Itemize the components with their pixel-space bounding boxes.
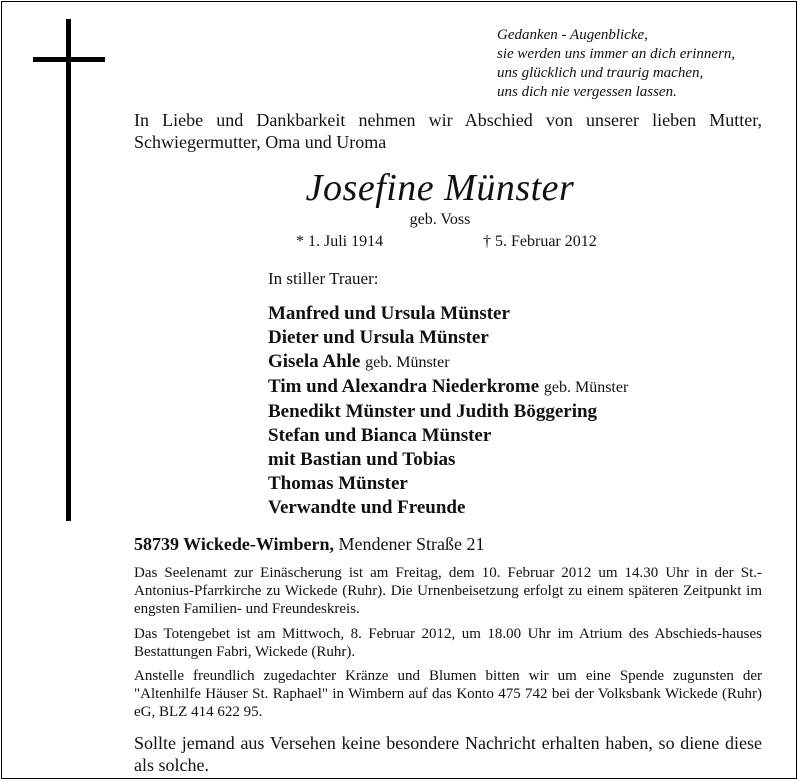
mourner-item <box>268 326 628 350</box>
mourner-name: Verwandte und Freunde <box>268 497 466 518</box>
intro-text: In Liebe und Dankbarkeit nehmen wir Abschied von unserer lieben Mutter, Schwiegermutter, Oma und Uroma <box>134 110 762 152</box>
mourner-item <box>268 472 628 496</box>
mourner-item <box>268 400 628 424</box>
mourner-name: mit Bastian und Tobias <box>268 449 456 470</box>
address-street: Mendener Straße 21 <box>338 534 485 554</box>
mourner-item <box>268 424 628 448</box>
deceased-name: Josefine Münster <box>305 167 575 209</box>
mourner-name: Thomas Münster <box>268 473 408 494</box>
family-address <box>134 533 484 555</box>
mourners-list <box>268 302 628 520</box>
mourner-name: Stefan und Bianca Münster <box>268 425 492 446</box>
mourner-name: Gisela Ahle <box>268 351 361 372</box>
mourner-name: Dieter und Ursula Münster <box>268 327 489 348</box>
service-info-paragraph: Das Seelenamt zur Einäscherung ist am Freitag, dem 10. Februar 2012 um 14.30 Uhr in der St.-Antonius-Pfarrkirche zu Wickede (Ruhr). Die Urnenbeisetzung erfolgt zu einem späteren Zeitpunkt im engsten Familien- und Freundeskreis. <box>134 565 762 617</box>
mourner-name: Manfred und Ursula Münster <box>268 303 510 324</box>
mourner-item <box>268 302 628 326</box>
mourner-name: Benedikt Münster und Judith Böggering <box>268 401 598 422</box>
cross-horizontal-bar <box>33 57 105 62</box>
mourner-item <box>268 448 628 472</box>
birth-date: * 1. Juli 1914 <box>296 233 384 250</box>
mourner-item <box>268 496 628 520</box>
donation-info-paragraph: Anstelle freundlich zugedachter Kränze und Blumen bitten wir um eine Spende zugunsten der "Altenhilfe Häuser St. Raphael" in Wimbern auf das Konto 475 742 bei der Volksbank Wickede (Ruhr) eG, BLZ 414 622 95. <box>134 668 762 720</box>
death-date: † 5. Februar 2012 <box>483 233 597 250</box>
address-place: 58739 Wickede-Wimbern, <box>134 534 335 554</box>
mourner-item <box>268 375 628 400</box>
mourner-note: geb. Münster <box>543 379 629 396</box>
maiden-name: geb. Voss <box>409 211 471 228</box>
closing-text: Sollte jemand aus Versehen keine besondere Nachricht erhalten haben, so diene diese als solche. <box>134 733 762 775</box>
cross-vertical-bar <box>66 19 71 521</box>
mourner-name: Tim und Alexandra Niederkrome <box>268 376 540 397</box>
prayer-info-paragraph: Das Totengebet ist am Mittwoch, 8. Februar 2012, um 18.00 Uhr im Atrium des Abschieds-hauses Bestattungen Fabri, Wickede (Ruhr). <box>134 626 762 660</box>
memorial-poem: Gedanken - Augenblicke, sie werden uns immer an dich erinnern, uns glücklich und traurig machen, uns dich nie vergessen lassen. <box>497 27 736 100</box>
mourner-note: geb. Münster <box>365 354 450 371</box>
mourner-item <box>268 350 628 375</box>
mourning-label: In stiller Trauer: <box>268 269 379 288</box>
